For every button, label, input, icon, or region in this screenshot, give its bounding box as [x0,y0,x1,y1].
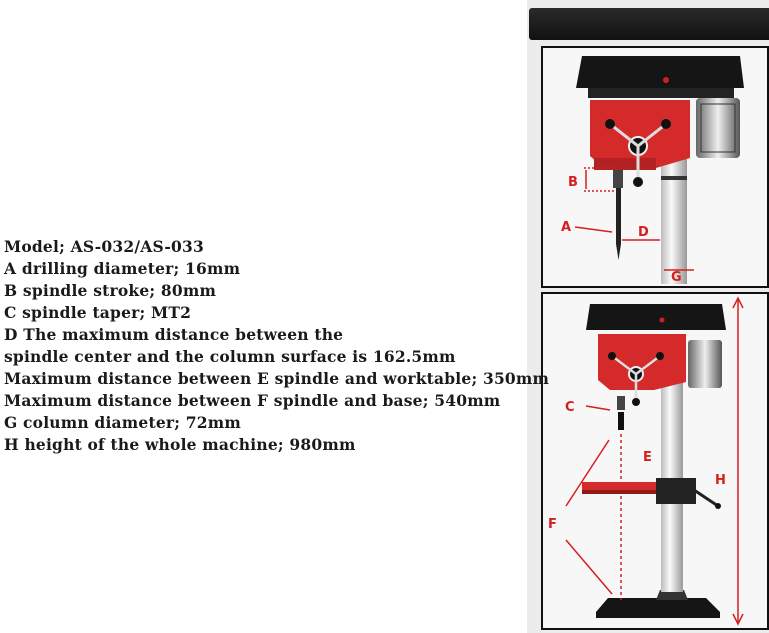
spec-spindle-base: Maximum distance between F spindle and base; 540mm [4,391,501,410]
spec-spindle-taper: C spindle taper; MT2 [4,303,192,322]
spec-machine-height: H height of the whole machine; 980mm [4,435,356,454]
label-h: H [715,473,726,488]
label-b: B [568,175,578,190]
base [596,598,720,618]
motor [688,340,722,388]
label-d: D [638,225,649,240]
crank-handle [694,490,718,506]
spindle [613,170,623,188]
spindle-housing [590,100,690,168]
label-c: C [565,400,575,415]
spindle-housing [598,334,686,390]
label-g: G [671,270,682,285]
motor [696,98,740,158]
top-machine-illustration [576,56,744,284]
head-cover [586,304,726,330]
spec-distance-line-2: spindle center and the column surface is 162.5mm [4,347,456,366]
head-cover [576,56,744,88]
label-e: E [643,450,652,465]
drill-bit [616,188,621,244]
spec-spindle-stroke: B spindle stroke; 80mm [4,281,217,300]
bottom-machine-illustration [582,304,726,618]
spec-column-diameter: G column diameter; 72mm [4,413,241,432]
column [661,150,687,284]
spec-list [4,236,564,456]
power-indicator [663,77,669,83]
spindle [618,412,624,430]
label-f: F [548,517,557,532]
spec-model: Model; AS-032/AS-033 [4,237,205,256]
table-bracket [656,478,696,504]
label-a: A [561,220,572,235]
spec-drilling-diameter: A drilling diameter; 16mm [4,259,241,278]
spec-spindle-worktable: Maximum distance between E spindle and worktable; 350mm [4,369,550,388]
spec-distance-line-1: D The maximum distance between the [4,325,344,344]
